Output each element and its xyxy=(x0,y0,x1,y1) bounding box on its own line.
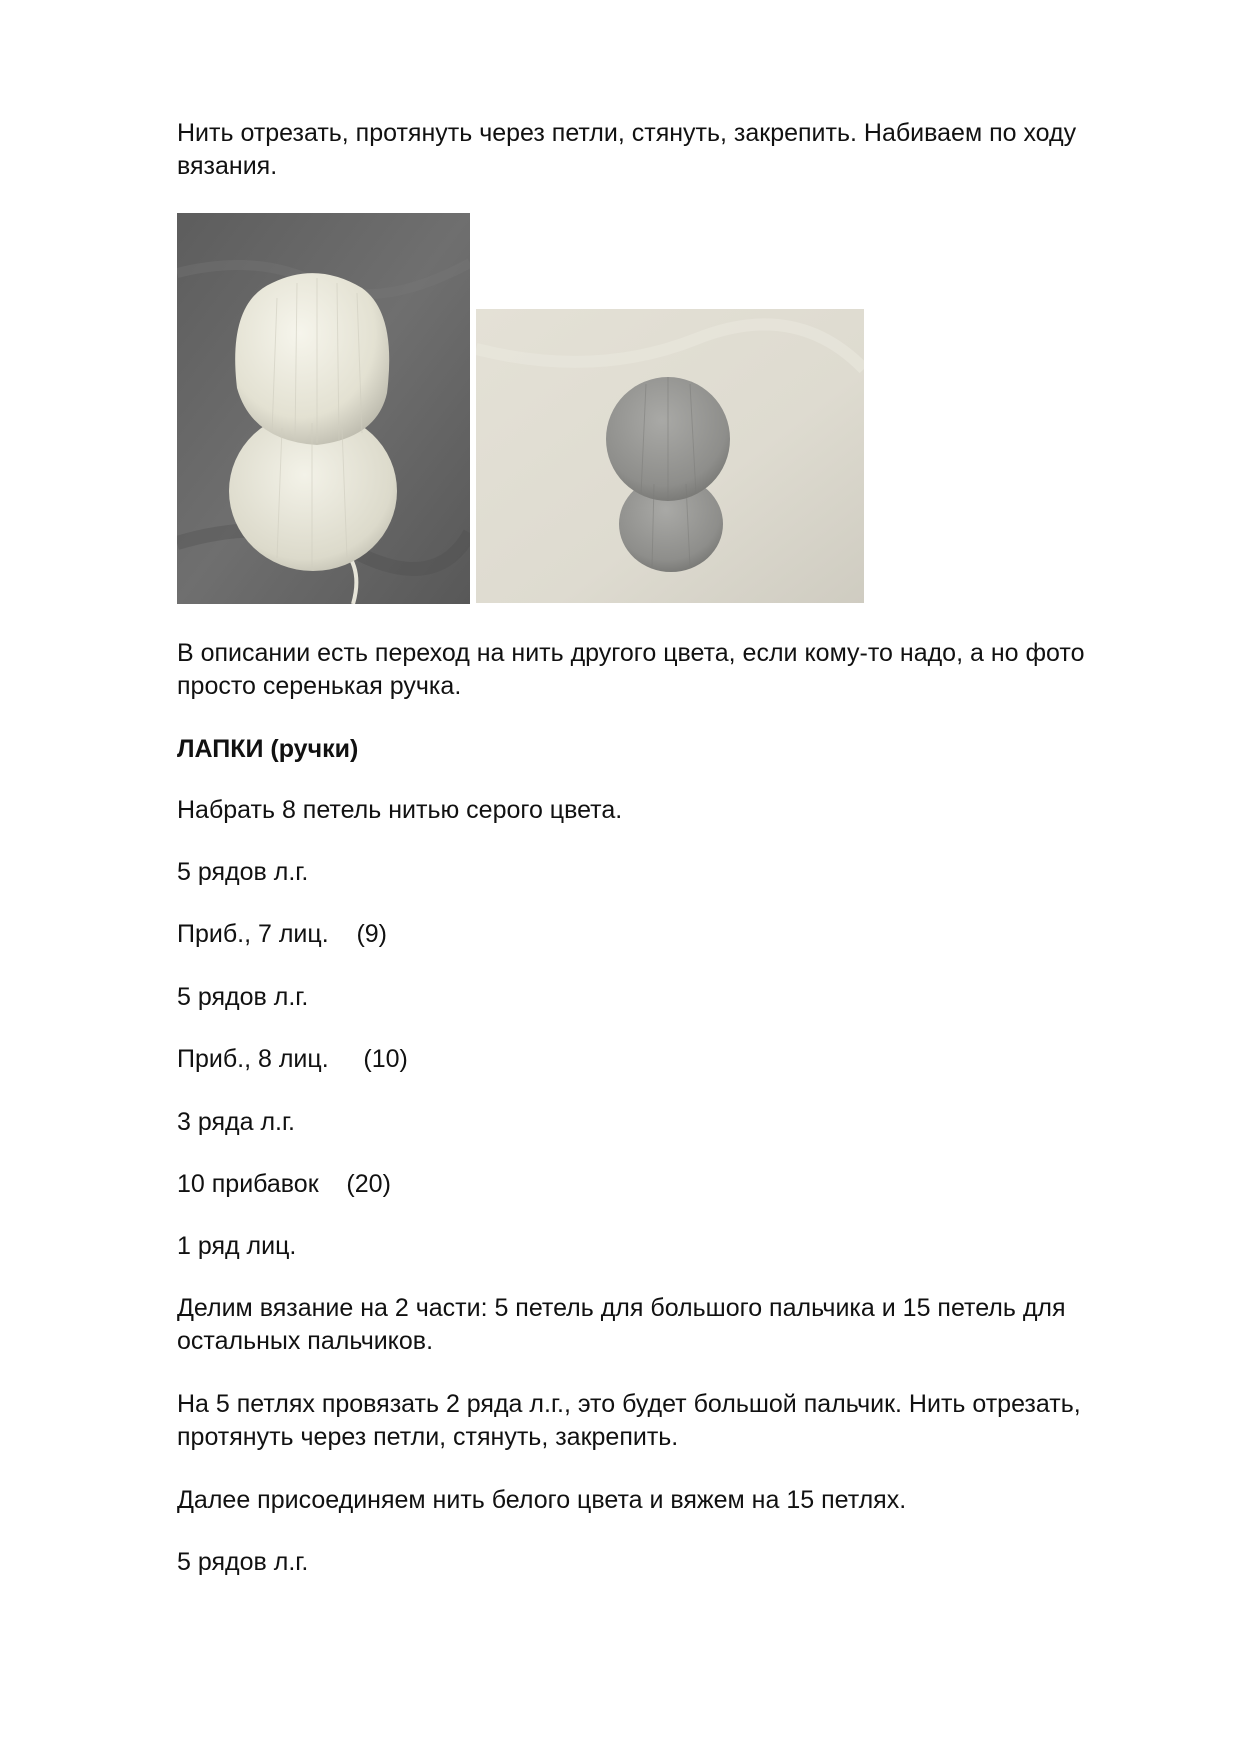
paragraph-row-3: 5 рядов л.г. xyxy=(177,983,309,1011)
paragraph-row-2: Приб., 7 лиц. (9) xyxy=(177,920,387,948)
paragraph-cast-on: Набрать 8 петель нитью серого цвета. xyxy=(177,796,623,824)
photo-white-knitted-body-image xyxy=(177,213,470,604)
photo-grey-knitted-body-image xyxy=(476,309,864,603)
paragraph-row-5: 3 ряда л.г. xyxy=(177,1108,295,1136)
paragraph-white-yarn: Далее присоединяем нить белого цвета и вяжем на 15 петлях. xyxy=(177,1486,907,1514)
paragraph-row-1: 5 рядов л.г. xyxy=(177,858,309,886)
paragraph-row-4: Приб., 8 лиц. (10) xyxy=(177,1045,408,1073)
photo-grey-knitted-body xyxy=(476,309,864,603)
section-heading-lapki: ЛАПКИ (ручки) xyxy=(177,735,359,763)
paragraph-row-7: 1 ряд лиц. xyxy=(177,1232,297,1260)
paragraph-2: В описании есть переход на нить другого цвета, если кому-то надо, а но фото просто серенькая ручка. xyxy=(177,639,1085,700)
paragraph-split: Делим вязание на 2 части: 5 петель для большого пальчика и 15 петель для остальных пальчиков. xyxy=(177,1294,1066,1355)
photo-white-knitted-body xyxy=(177,213,470,604)
paragraph-row-6: 10 прибавок (20) xyxy=(177,1170,391,1198)
paragraph-row-8: 5 рядов л.г. xyxy=(177,1548,309,1576)
paragraph-1: Нить отрезать, протянуть через петли, стянуть, закрепить. Набиваем по ходу вязания. xyxy=(177,119,1077,180)
paragraph-thumb: На 5 петлях провязать 2 ряда л.г., это будет большой пальчик. Нить отрезать, протянуть через петли, стянуть, закрепить. xyxy=(177,1390,1081,1451)
